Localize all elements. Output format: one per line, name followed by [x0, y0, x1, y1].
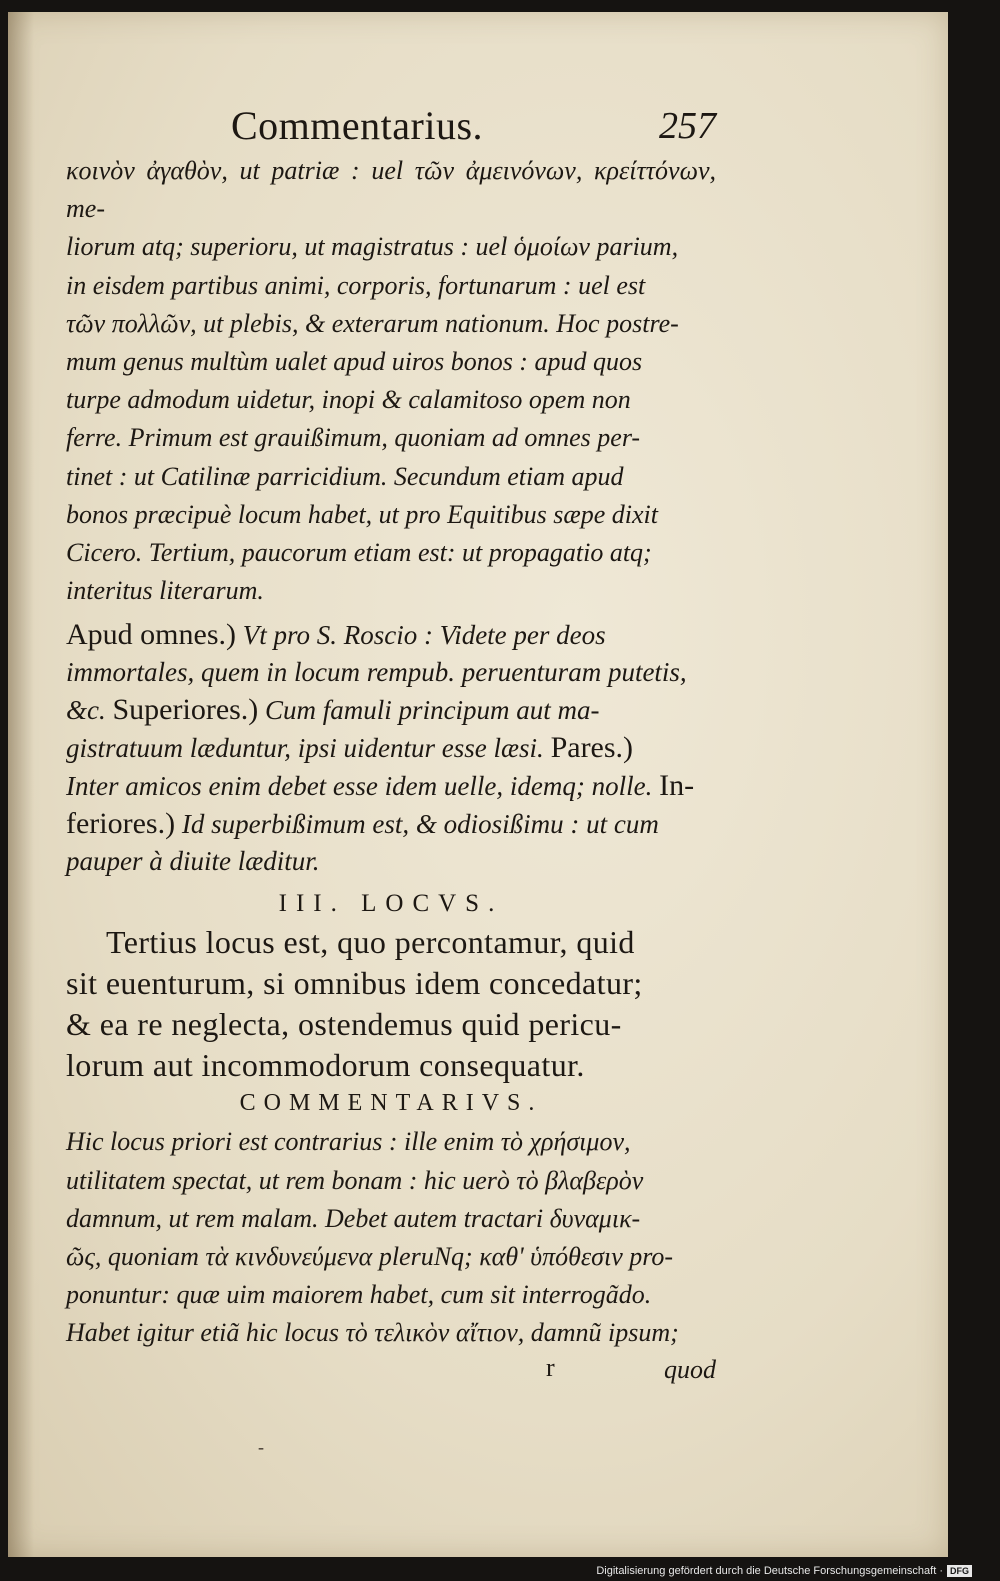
digitization-credit [596, 1565, 972, 1577]
text-line [66, 767, 716, 805]
text-line: ῶς, quoniam τὰ κινδυνεύμενα pleruNq; καθ' ὑπόθεσιν pro- [66, 1242, 674, 1272]
lemma-inferiores-start: In- [659, 769, 695, 803]
text-line: sit euenturum, si omnibus idem concedatur; [66, 965, 643, 1002]
text-line: mum genus multùm ualet apud uiros bonos : apud quos [66, 347, 643, 377]
text-line: utilitatem spectat, ut rem bonam : hic uerò τὸ βλαβερὸν [66, 1165, 644, 1195]
text-line [66, 691, 716, 729]
text-line: interitus literarum. [66, 576, 264, 606]
book-page [8, 12, 948, 1557]
text-line [66, 805, 716, 843]
text-line: Hic locus priori est contrarius : ille enim τὸ χρήσιμον, [66, 1127, 631, 1157]
text-block [66, 92, 716, 1393]
lemma-superiores: Superiores.) [112, 693, 259, 727]
text-line [66, 616, 716, 654]
commentary-heading: COMMENTARIVS. [239, 1090, 543, 1117]
lemma-text: pauper à diuite læditur. [66, 846, 320, 877]
commentary-paragraph-1 [66, 152, 716, 610]
lemma-text: Inter amicos enim debet esse idem uelle, idemq; nolle. [66, 771, 653, 802]
text-line: in eisdem partibus animi, corporis, fortunarum : uel est [66, 270, 646, 300]
catchword: quod [664, 1354, 716, 1384]
text-line: turpe admodum uidetur, inopi & calamitoso opem non [66, 385, 631, 415]
lemma-inferiores: feriores.) [66, 807, 176, 841]
signature-mark: r [546, 1352, 555, 1382]
text-line: Tertius locus est, quo percontamur, quid [106, 924, 635, 961]
lemma-text: Id superbißimum est, & odiosißimu : ut cum [181, 809, 659, 840]
text-line [66, 654, 716, 691]
text-line: & ea re neglecta, ostendemus quid pericu- [66, 1006, 622, 1043]
text-line: Habet igitur etiã hic locus τὸ τελικὸν αἴτιον, damnũ ipsum; [66, 1318, 679, 1348]
page-gutter-shadow [8, 12, 34, 1557]
text-line: ferre. Primum est grauißimum, quoniam ad omnes per- [66, 423, 641, 453]
lemma-apud-omnes: Apud omnes.) [66, 618, 236, 652]
text-line: liorum atq; superioru, ut magistratus : uel ὁμοίων parium, [66, 232, 679, 262]
lemma-text: Cum famuli principum aut ma- [265, 695, 600, 726]
text-line: lorum aut incommodorum consequatur. [66, 1047, 585, 1084]
lemma-text: gistratuum læduntur, ipsi uidentur esse læsi. [66, 733, 544, 764]
lemma-text: Vt pro S. Roscio : Videte per deos [242, 620, 606, 651]
dfg-logo: DFG [947, 1565, 972, 1577]
lemma-paragraph [66, 616, 716, 880]
lemma-pares: Pares.) [550, 731, 634, 765]
text-line: bonos præcipuè locum habet, ut pro Equitibus sæpe dixit [66, 499, 658, 529]
rule-paragraph [66, 922, 716, 1086]
page-header [66, 92, 716, 152]
page-number: 257 [659, 105, 716, 147]
text-line: κοινὸν ἀγαθὸν, ut patriæ : uel τῶν ἀμεινόνων, κρείττόνων, me- [66, 156, 716, 224]
text-line: Cicero. Tertium, paucorum etiam est: ut propagatio atq; [66, 538, 652, 568]
text-line: tinet : ut Catilinæ parricidium. Secundum etiam apud [66, 461, 624, 491]
text-line: τῶν πολλῶν, ut plebis, & exterarum nationum. Hoc postre- [66, 308, 679, 338]
text-line [66, 843, 716, 880]
lemma-text: immortales, quem in locum rempub. peruenturam putetis, [66, 657, 687, 688]
text-line: ponuntur: quæ uim maiorem habet, cum sit interrogãdo. [66, 1280, 652, 1310]
text-line [66, 729, 716, 767]
running-title: Commentarius. [231, 103, 484, 148]
credit-text: Digitalisierung gefördert durch die Deutsche Forschungsgemeinschaft · [596, 1565, 943, 1577]
page-stain-mark: - [258, 1437, 264, 1457]
commentary-paragraph-2 [66, 1123, 716, 1352]
lemma-text: &c. [66, 695, 106, 726]
text-line: damnum, ut rem malam. Debet autem tractari δυναμικ- [66, 1203, 641, 1233]
section-heading: III. LOCVS. [278, 890, 504, 918]
page-footer-line [66, 1353, 716, 1393]
